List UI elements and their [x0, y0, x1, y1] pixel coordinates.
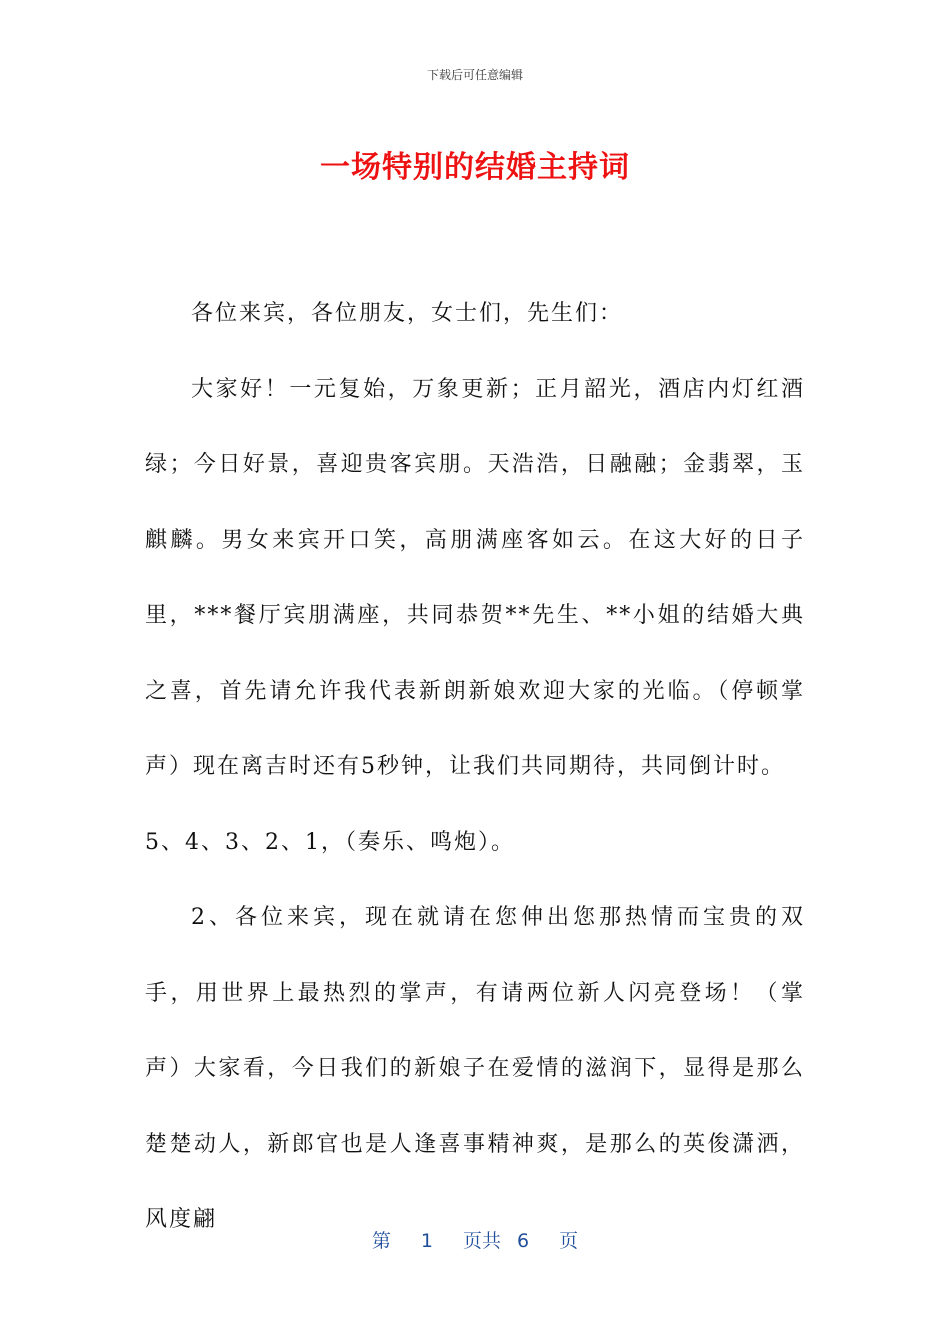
footer-label-page: 第 [371, 1230, 391, 1252]
header-note: 下载后可任意编辑 [426, 68, 523, 82]
footer-label-of: 页共 [462, 1230, 501, 1252]
footer-total-pages: 6 [517, 1230, 530, 1252]
paragraph-opening: 大家好！一元复始，万象更新；正月韶光，酒店内灯红酒绿；今日好景，喜迎贵客宾朋。天浩浩，日融融；金翡翠，玉麒麟。男女来宾开口笑，高朋满座客如云。在这大好的日子里，***餐厅宾朋满座，共同恭贺**先生、**小姐的结婚大典之喜，首先请允许我代表新朗新娘欢迎大家的光临。（停顿掌声）现在离吉时还有5秒钟，让我们共同期待，共同倒计时。 [145, 376, 805, 779]
document-title: 一场特别的结婚主持词 [320, 150, 630, 185]
paragraph-countdown: 5、4、3、2、1，（奏乐、鸣炮）。 [145, 829, 515, 855]
document-body [145, 276, 805, 1258]
footer-label-page-end: 页 [559, 1230, 579, 1252]
paragraph-greeting: 各位来宾，各位朋友，女士们，先生们： [191, 301, 624, 326]
paragraph-entrance: 2、各位来宾，现在就请在您伸出您那热情而宝贵的双手，用世界上最热烈的掌声，有请两位新人闪亮登场！（掌声）大家看，今日我们的新娘子在爱情的滋润下，显得是那么楚楚动人，新郎官也是人逢喜事精神爽，是那么的英俊潇洒，风度翩 [145, 905, 805, 1232]
footer-current-page: 1 [420, 1230, 433, 1252]
page-footer [0, 1226, 950, 1253]
